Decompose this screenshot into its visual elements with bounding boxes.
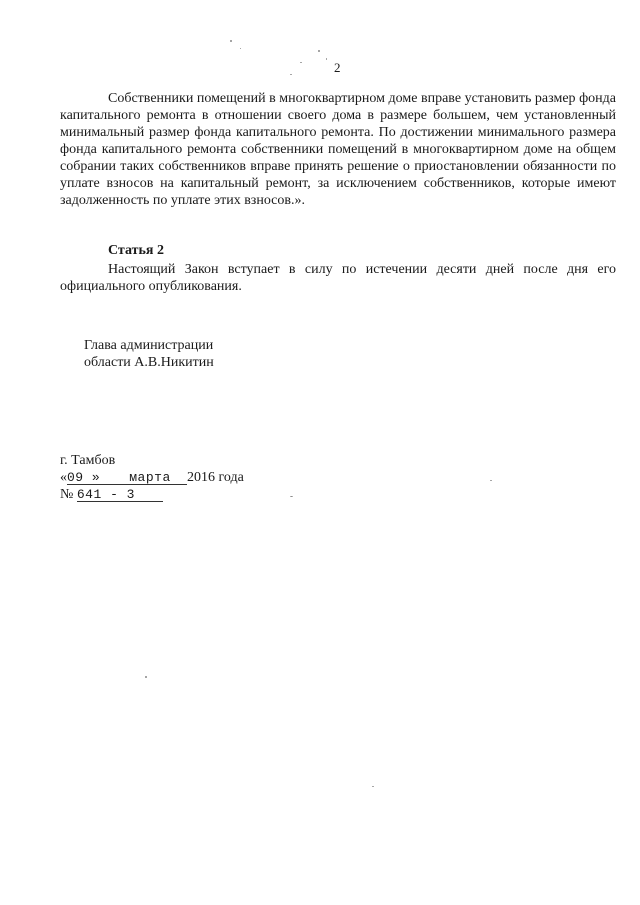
paragraph-owners-fund: Собственники помещений в многоквартирном доме вправе установить размер фонда капитального ремонта в отношении своего дома в размере большем, чем установленный минимальный размер фонда капитального ремонта. По достижении минимального размера фонда капитального ремонта собственники помещений в многоквартирном доме на общем собрании таких собственников вправе принять решение о приостановлении обязанности по уплате взносов на капитальный ремонт, за исключением собственников, которые имеют задолженность по уплате этих взносов.». — [60, 91, 616, 208]
article-2-heading: Статья 2 — [108, 243, 164, 258]
signature-title: Глава администрации — [84, 338, 214, 353]
scan-speck — [290, 74, 292, 75]
date-open-quote: « — [60, 470, 67, 485]
date-year: 2016 года — [187, 470, 244, 485]
article-2-text: Настоящий Закон вступает в силу по истечении десяти дней после дня его официального опубликования. — [60, 262, 616, 294]
number-line — [60, 486, 244, 503]
signature-name: области А.В.Никитин — [84, 355, 214, 370]
date-day: 09 » — [67, 471, 113, 485]
scan-speck — [372, 786, 374, 787]
scan-speck — [230, 40, 232, 42]
scan-speck — [318, 50, 320, 52]
number-sign: № — [60, 487, 74, 502]
place-date-number-block — [60, 452, 244, 503]
signature-block — [84, 337, 214, 371]
scan-speck — [145, 676, 147, 678]
scan-speck — [240, 48, 241, 49]
document-number: 641 - 3 — [77, 488, 163, 502]
date-line — [60, 469, 244, 486]
date-month: марта — [113, 471, 187, 485]
scan-speck — [490, 480, 492, 481]
city-line: г. Тамбов — [60, 453, 116, 468]
scan-speck — [326, 58, 327, 60]
scan-speck — [290, 496, 293, 497]
page-number: 2 — [334, 60, 341, 75]
scan-speck — [300, 62, 302, 63]
